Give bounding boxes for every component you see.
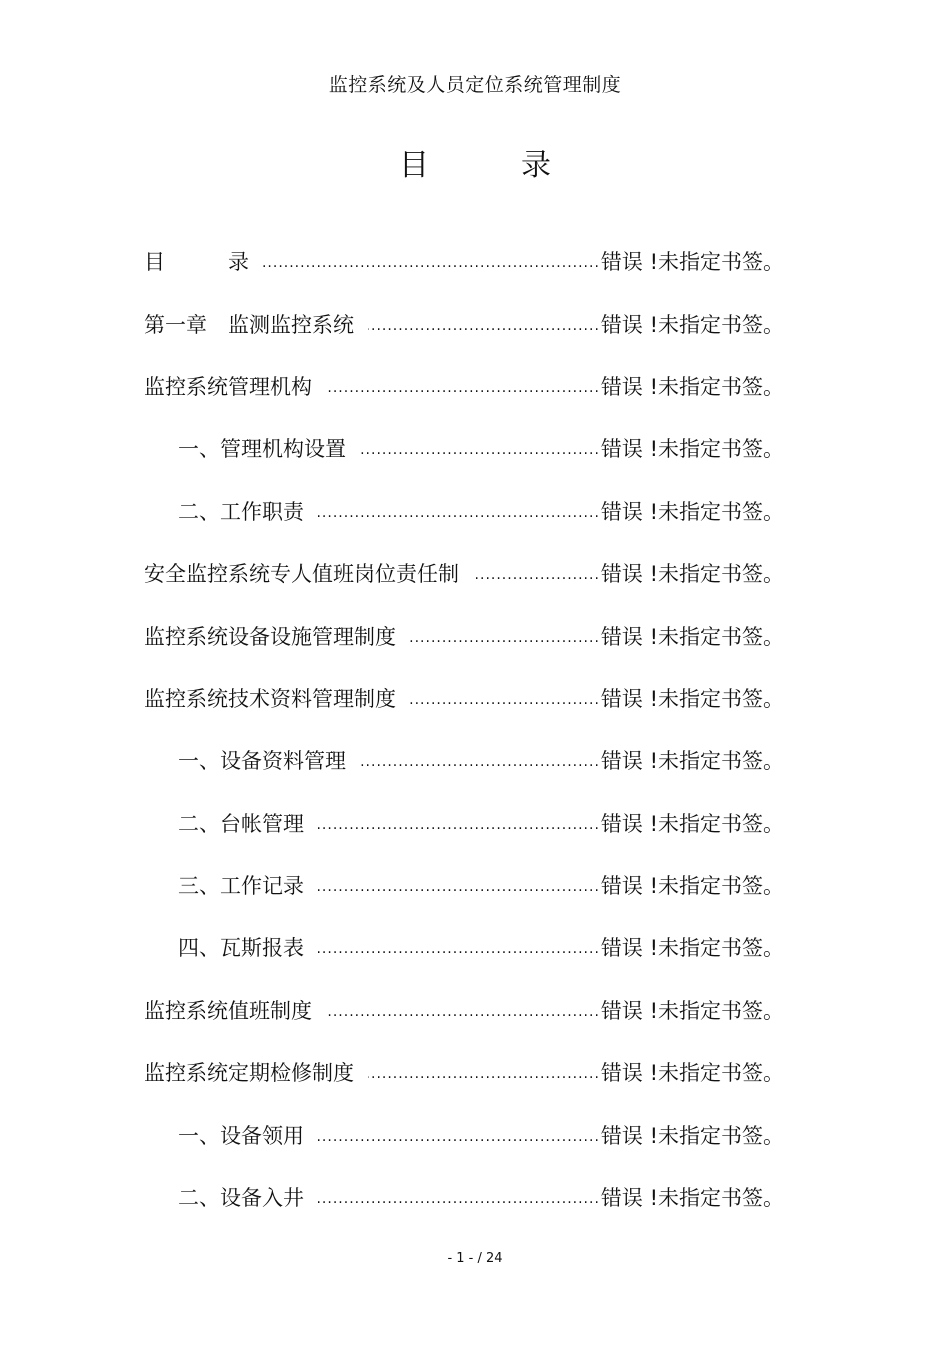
toc-entry-page: 错误 !未指定书签。 [600, 1123, 784, 1148]
toc-entry[interactable] [144, 729, 784, 791]
toc-entry[interactable] [144, 292, 784, 354]
toc-entry[interactable] [144, 417, 784, 479]
toc-entry[interactable] [144, 854, 784, 916]
toc-entry-label: 二、工作职责 [178, 499, 304, 524]
toc-entry-label: 一、设备领用 [178, 1123, 304, 1148]
toc-entry-page: 错误 !未指定书签。 [600, 1186, 784, 1211]
toc-entry-page: 错误 !未指定书签。 [600, 749, 784, 774]
toc-dot-leader [326, 998, 600, 1022]
toc-entry-label: 监控系统管理机构 [144, 374, 312, 399]
toc-entry-page: 错误 !未指定书签。 [600, 1061, 784, 1086]
toc-dot-leader [318, 499, 600, 523]
toc-heading-part1: 目 [399, 148, 429, 183]
toc-entry-label: 监控系统设备设施管理制度 [144, 624, 396, 649]
toc-dot-leader [326, 374, 600, 398]
toc-entry-label: 三、工作记录 [178, 874, 304, 899]
toc-entry-page: 错误 !未指定书签。 [600, 874, 784, 899]
toc-entry-page: 错误 !未指定书签。 [600, 250, 784, 275]
toc-entry-label: 监控系统值班制度 [144, 998, 312, 1023]
toc-entry-label: 监控系统定期检修制度 [144, 1061, 354, 1086]
toc-entry[interactable] [144, 355, 784, 417]
toc-dot-leader [318, 1185, 600, 1209]
toc-dot-leader [318, 935, 600, 959]
toc-dot-leader [318, 1123, 600, 1147]
toc-entry[interactable] [144, 230, 784, 292]
toc-entry-label: 一、设备资料管理 [178, 749, 346, 774]
toc-dot-leader [263, 249, 600, 273]
toc-entry[interactable] [144, 667, 784, 729]
toc-dot-leader [368, 312, 600, 336]
document-header-title: 监控系统及人员定位系统管理制度 [328, 74, 622, 96]
toc-entry-page: 错误 !未指定书签。 [600, 936, 784, 961]
toc-dot-leader [410, 624, 600, 648]
toc-dot-leader [410, 686, 600, 710]
toc-dot-leader [360, 748, 600, 772]
toc-entry-label: 二、台帐管理 [178, 811, 304, 836]
toc-entry[interactable] [144, 1166, 784, 1228]
toc-entry[interactable] [144, 792, 784, 854]
toc-dot-leader [360, 436, 600, 460]
toc-entry[interactable] [144, 1041, 784, 1103]
toc-entry-page: 错误 !未指定书签。 [600, 562, 784, 587]
toc-dot-leader [318, 873, 600, 897]
toc-entry-page: 错误 !未指定书签。 [600, 374, 784, 399]
toc-entry-page: 错误 !未指定书签。 [600, 998, 784, 1023]
toc-entry-page: 错误 !未指定书签。 [600, 499, 784, 524]
toc-entry[interactable] [144, 604, 784, 666]
toc-entry[interactable] [144, 916, 784, 978]
page-number-footer: - 1 - / 24 [447, 1251, 503, 1266]
toc-heading [0, 140, 950, 184]
toc-entry-label: 目 录 [144, 250, 249, 275]
toc-entry-label: 一、管理机构设置 [178, 437, 346, 462]
toc-entry[interactable] [144, 542, 784, 604]
toc-entry-page: 错误 !未指定书签。 [600, 437, 784, 462]
toc-entry[interactable] [144, 1103, 784, 1165]
toc-entry-label: 监控系统技术资料管理制度 [144, 686, 396, 711]
toc-entry-label: 二、设备入井 [178, 1186, 304, 1211]
toc-entry-page: 错误 !未指定书签。 [600, 686, 784, 711]
toc-dot-leader [318, 811, 600, 835]
toc-entry-page: 错误 !未指定书签。 [600, 811, 784, 836]
toc-heading-part2: 录 [521, 148, 551, 183]
toc-list [144, 230, 784, 1228]
toc-dot-leader [368, 1060, 600, 1084]
toc-entry[interactable] [144, 979, 784, 1041]
toc-entry-page: 错误 !未指定书签。 [600, 624, 784, 649]
toc-entry-label: 第一章 监测监控系统 [144, 312, 354, 337]
toc-entry-page: 错误 !未指定书签。 [600, 312, 784, 337]
toc-entry-label: 安全监控系统专人值班岗位责任制 [144, 562, 459, 587]
toc-entry[interactable] [144, 480, 784, 542]
toc-entry-label: 四、瓦斯报表 [178, 936, 304, 961]
toc-dot-leader [473, 561, 600, 585]
